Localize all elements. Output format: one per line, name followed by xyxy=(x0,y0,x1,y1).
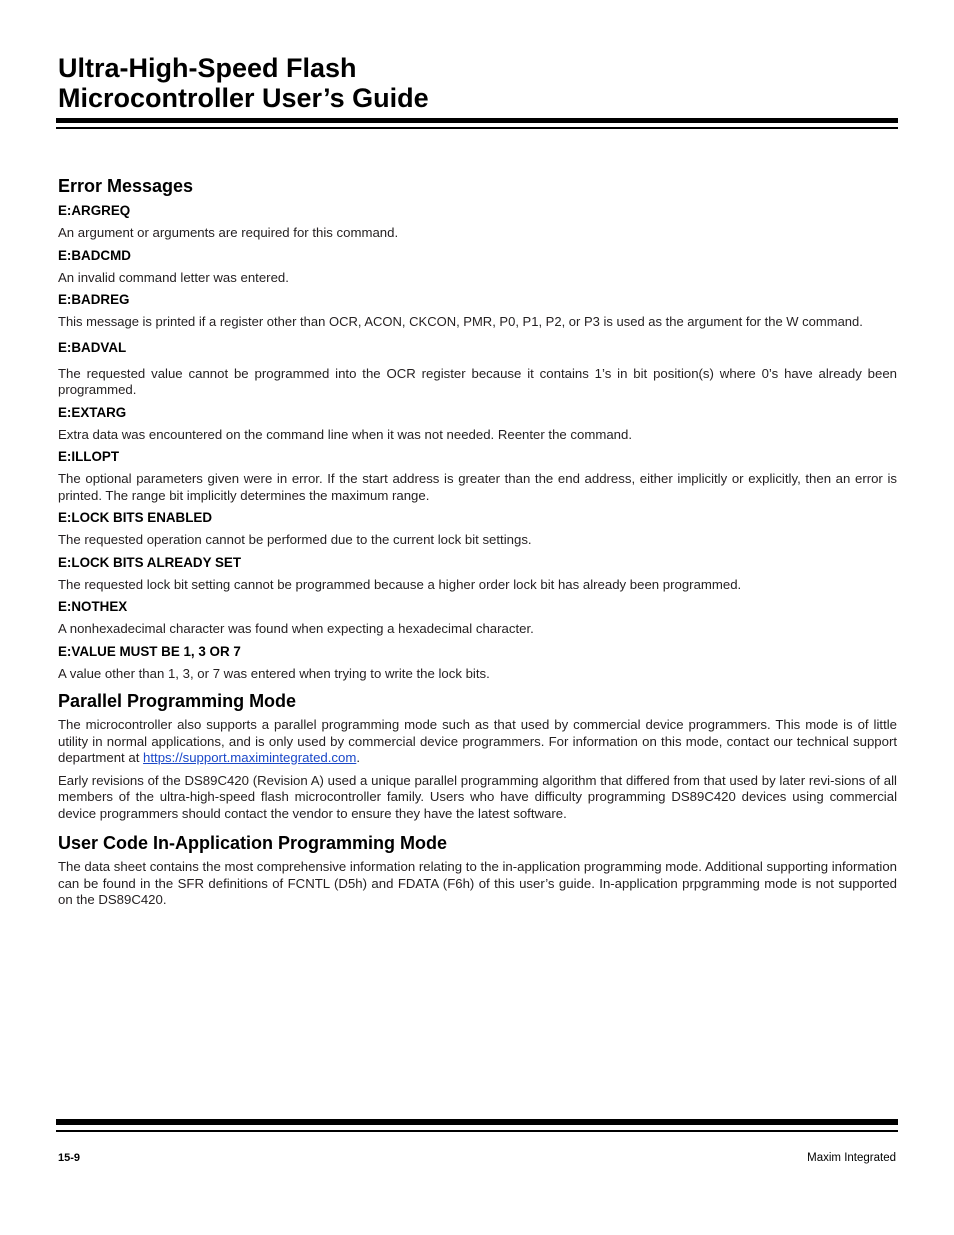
main-content xyxy=(58,175,897,909)
error-description: An invalid command letter was entered. xyxy=(58,269,289,285)
error-code: E:LOCK BITS ENABLED xyxy=(58,510,212,525)
error-description: A value other than 1, 3, or 7 was entered when trying to write the lock bits. xyxy=(58,665,490,681)
footer-rule-thick xyxy=(56,1119,898,1125)
parallel-programming-heading: Parallel Programming Mode xyxy=(58,691,297,711)
error-code: E:ARGREQ xyxy=(58,203,131,218)
parallel-paragraph-1 xyxy=(58,717,897,767)
error-messages-heading: Error Messages xyxy=(58,176,194,196)
error-code: E:ILLOPT xyxy=(58,449,119,464)
error-list xyxy=(58,203,897,682)
footer-rule-thin xyxy=(56,1130,898,1132)
page-title xyxy=(58,53,429,113)
title-line-1: Ultra-High-Speed Flash xyxy=(58,53,357,83)
parallel-paragraph-1-end: . xyxy=(356,750,361,765)
error-code: E:BADVAL xyxy=(58,339,127,355)
error-description: The optional parameters given were in error. If the start address is greater than the end address, either implicitly or explicitly, then an error is printed. The range bit implicitly determines the maximum range. xyxy=(58,471,897,503)
error-code: E:EXTARG xyxy=(58,404,127,420)
error-description: The requested lock bit setting cannot be programmed because a higher order lock bit has already been programmed. xyxy=(58,576,742,592)
error-code: E:LOCK BITS ALREADY SET xyxy=(58,554,242,570)
iap-heading: User Code In-Application Programming Mode xyxy=(58,833,448,853)
title-line-2: Microcontroller User’s Guide xyxy=(58,83,429,113)
parallel-paragraph-1-text: The microcontroller also supports a parallel programming mode such as that used by commercial device programmers. This mode is of little utility in normal applications, and is only used by commercial device programmers. For information on this mode, contact our technical support department at xyxy=(58,717,897,765)
error-description: The requested value cannot be programmed into the OCR register because it contains 1’s in bit position(s) where 0’s have already been programmed. xyxy=(58,365,897,397)
parallel-paragraph-2: Early revisions of the DS89C420 (Revision A) used a unique parallel programming algorithm that differed from that used by later revi-sions of all members of the ultra-high-speed flash microcontroller family. Users who have difficulty programming DS89C420 devices using commercial device programmers should contact the vendor to ensure they have the latest software. xyxy=(58,772,897,821)
header-rule-thick xyxy=(56,118,898,123)
error-code: E:BADCMD xyxy=(58,247,131,263)
error-description: The requested operation cannot be performed due to the current lock bit settings. xyxy=(58,532,532,547)
error-code: E:NOTHEX xyxy=(58,599,128,614)
error-description: An argument or arguments are required for this command. xyxy=(58,225,399,240)
iap-paragraph-1: The data sheet contains the most comprehensive information relating to the in-application programming mode. Additional supporting information can be found in the SFR definitions of FCNTL (D5h) and FDATA (F6h) of this user’s guide. In-application prpgramming mode is not supported on the DS89C420. xyxy=(58,859,897,907)
error-code: E:BADREG xyxy=(58,292,130,307)
error-description: A nonhexadecimal character was found when expecting a hexadecimal character. xyxy=(58,621,534,636)
support-link[interactable]: https://support.maximintegrated.com xyxy=(143,750,357,765)
company-name: Maxim Integrated xyxy=(807,1152,896,1164)
header-rule-thin xyxy=(56,127,898,129)
error-description: This message is printed if a register other than OCR, ACON, CKCON, PMR, P0, P1, P2, or P3 is used as the argument for the W command. xyxy=(58,314,863,329)
error-description: Extra data was encountered on the command line when it was not needed. Reenter the command. xyxy=(58,426,632,442)
error-code: E:VALUE MUST BE 1, 3 OR 7 xyxy=(58,643,241,659)
page-number: 15-9 xyxy=(58,1152,81,1164)
